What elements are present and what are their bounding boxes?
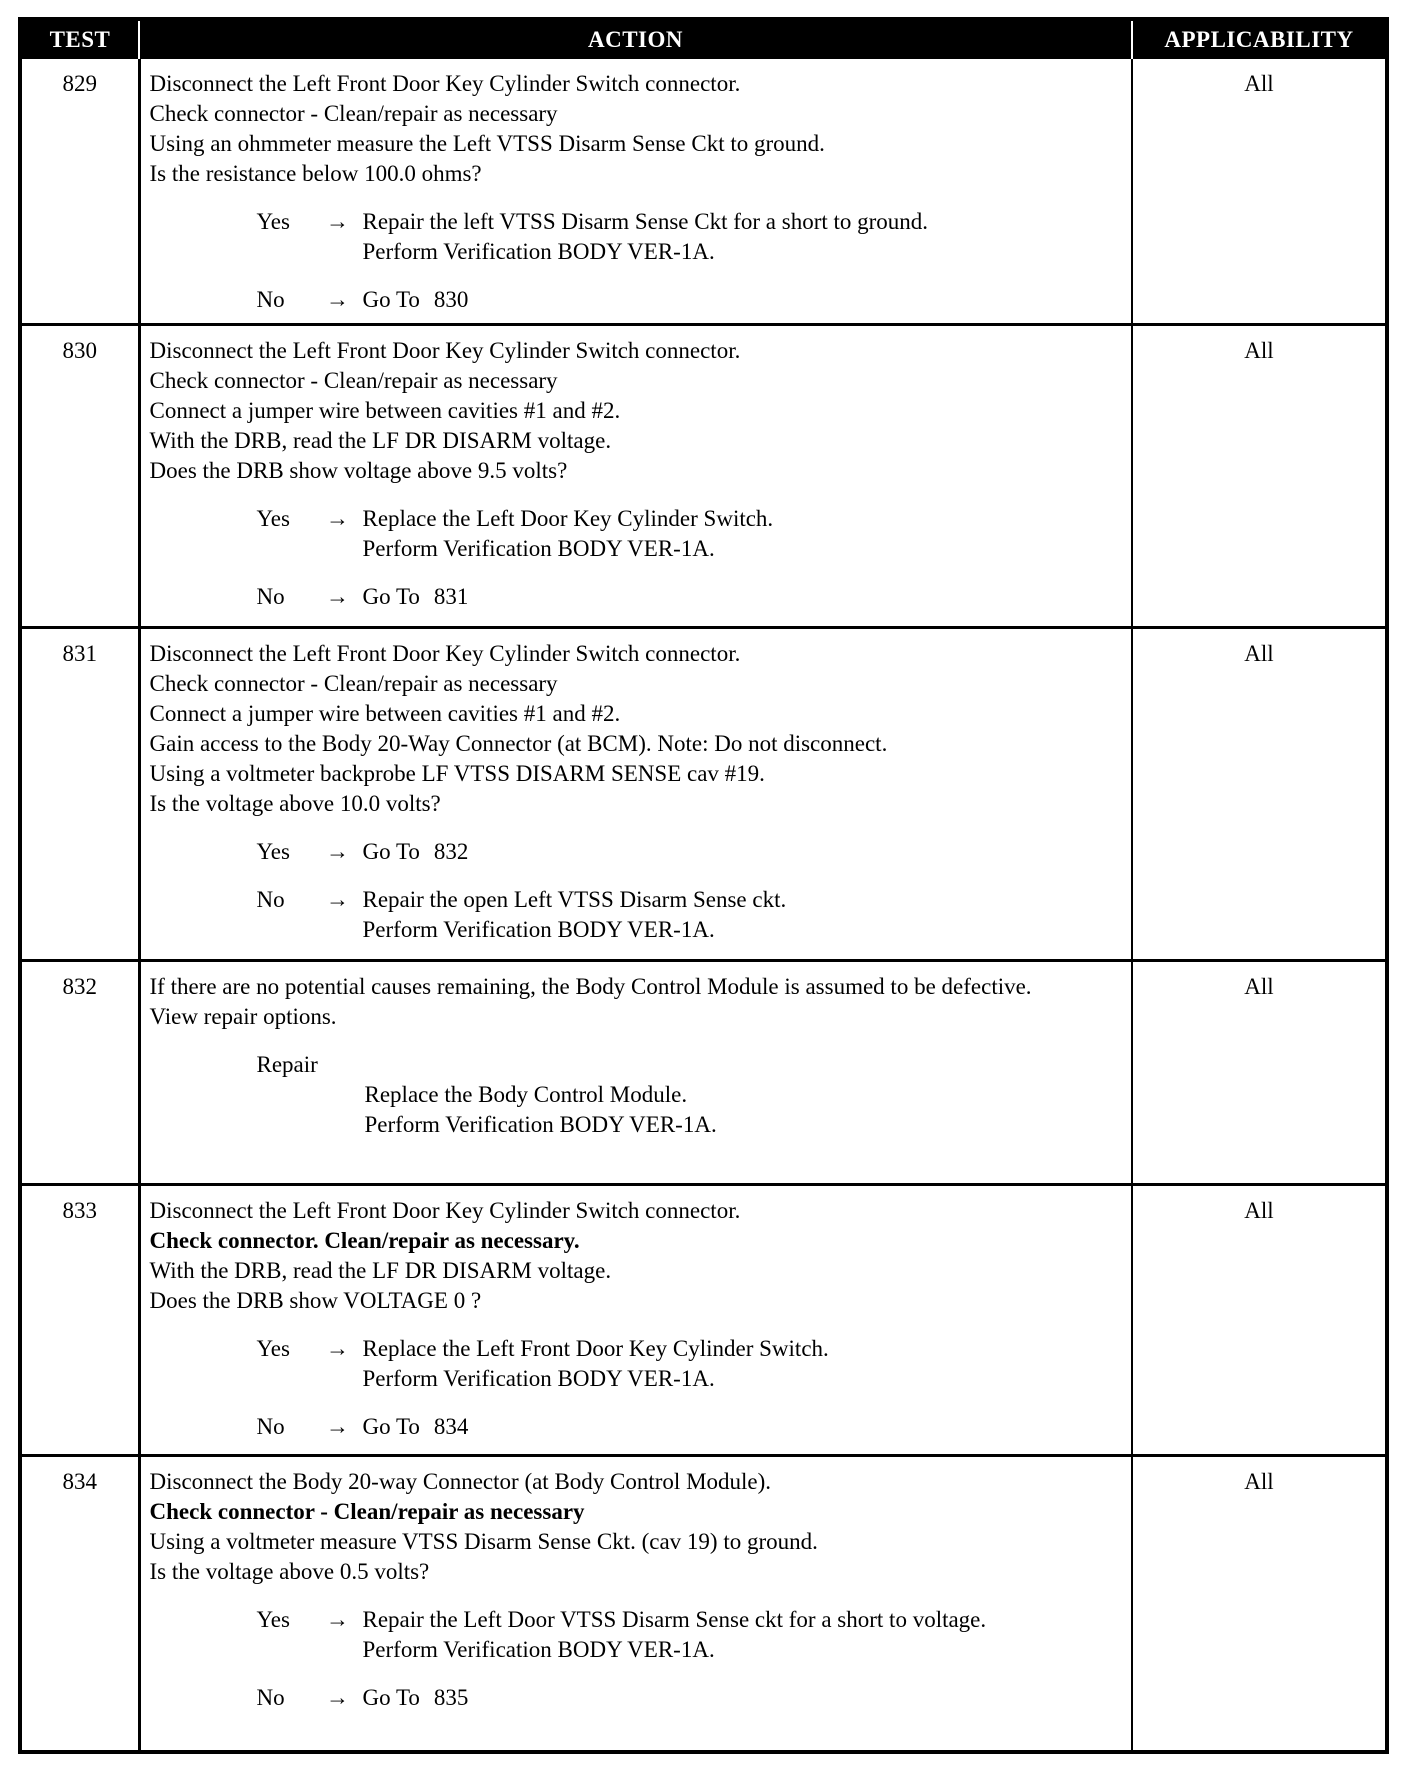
no-label: No: [256, 1414, 285, 1439]
no-branch: [257, 1412, 1124, 1442]
action-line: Check connector - Clean/repair as necessary: [149, 368, 558, 393]
result-line: Repair the open Left VTSS Disarm Sense ckt.: [362, 887, 787, 912]
action-line: Disconnect the Left Front Door Key Cylinder Switch connector.: [149, 338, 741, 363]
arrow-right-icon: →: [326, 1414, 349, 1439]
action-line-emphasis: Check connector - Clean/repair as necessary: [149, 1499, 585, 1524]
action-line: Does the DRB show voltage above 9.5 volts?: [149, 458, 568, 483]
action-cell: [139, 1185, 1132, 1456]
action-line: Disconnect the Left Front Door Key Cylinder Switch connector.: [149, 1198, 741, 1223]
arrow-right-icon: →: [326, 287, 349, 312]
goto-label: Go To: [362, 1685, 420, 1710]
result-line: Perform Verification BODY VER-1A.: [362, 917, 715, 942]
goto-label: Go To: [362, 287, 420, 312]
header-action: ACTION: [139, 21, 1132, 59]
result-line: Perform Verification BODY VER-1A.: [362, 239, 715, 264]
no-label: No: [256, 287, 285, 312]
action-line: Disconnect the Body 20-way Connector (at Body Control Module).: [149, 1469, 772, 1494]
table-row-829: [22, 59, 1385, 325]
action-line: Check connector - Clean/repair as necessary: [149, 101, 558, 126]
test-number: 831: [22, 628, 139, 961]
arrow-right-icon: →: [326, 1685, 349, 1710]
action-line: Gain access to the Body 20-Way Connector (at BCM). Note: Do not disconnect.: [149, 731, 888, 756]
yes-branch: [257, 504, 1124, 564]
action-line: With the DRB, read the LF DR DISARM voltage.: [149, 1258, 612, 1283]
result-line: Perform Verification BODY VER-1A.: [362, 1637, 715, 1662]
action-line: Disconnect the Left Front Door Key Cylinder Switch connector.: [149, 71, 741, 96]
result-line: Repair the Left Door VTSS Disarm Sense ckt for a short to voltage.: [362, 1607, 987, 1632]
action-line: View repair options.: [149, 1004, 337, 1029]
goto-test-link[interactable]: 832: [433, 839, 469, 864]
action-line: Disconnect the Left Front Door Key Cylinder Switch connector.: [149, 641, 741, 666]
action-cell: [139, 59, 1132, 325]
repair-line: Replace the Body Control Module.: [364, 1082, 688, 1107]
action-line: Using an ohmmeter measure the Left VTSS Disarm Sense Ckt to ground.: [149, 131, 825, 156]
action-line: Connect a jumper wire between cavities #1 and #2.: [149, 701, 621, 726]
arrow-right-icon: →: [326, 1607, 349, 1632]
action-line: Is the voltage above 0.5 volts?: [149, 1559, 430, 1584]
test-number: 830: [22, 325, 139, 628]
test-number: 833: [22, 1185, 139, 1456]
table-row-833: [22, 1185, 1385, 1456]
arrow-right-icon: →: [326, 209, 349, 234]
action-line: Is the resistance below 100.0 ohms?: [149, 161, 482, 186]
action-line: If there are no potential causes remaining, the Body Control Module is assumed to be defective.: [149, 974, 1032, 999]
goto-label: Go To: [362, 839, 420, 864]
repair-label: Repair: [256, 1052, 318, 1077]
result-line: Repair the left VTSS Disarm Sense Ckt for a short to ground.: [362, 209, 929, 234]
applicability-value: All: [1132, 1456, 1385, 1751]
action-line: Using a voltmeter backprobe LF VTSS DISARM SENSE cav #19.: [149, 761, 765, 786]
table-header-row: [22, 21, 1385, 59]
repair-options: [257, 1050, 1124, 1140]
no-label: No: [256, 584, 285, 609]
goto-label: Go To: [362, 1414, 420, 1439]
yes-label: Yes: [256, 1336, 290, 1361]
goto-label: Go To: [362, 584, 420, 609]
table-row-832: [22, 961, 1385, 1185]
action-line: Check connector - Clean/repair as necessary: [149, 671, 558, 696]
goto-test-link[interactable]: 831: [433, 584, 469, 609]
no-branch: [257, 285, 1124, 315]
arrow-right-icon: →: [326, 506, 349, 531]
action-line-emphasis: Check connector. Clean/repair as necessary.: [149, 1228, 580, 1253]
arrow-right-icon: →: [326, 839, 349, 864]
action-line: Is the voltage above 10.0 volts?: [149, 791, 441, 816]
no-label: No: [256, 1685, 285, 1710]
action-cell: [139, 1456, 1132, 1751]
result-line: Perform Verification BODY VER-1A.: [362, 536, 715, 561]
result-line: Replace the Left Front Door Key Cylinder Switch.: [362, 1336, 829, 1361]
arrow-right-icon: →: [326, 1336, 349, 1361]
applicability-value: All: [1132, 325, 1385, 628]
table-row-834: [22, 1456, 1385, 1751]
no-branch: [257, 885, 1124, 945]
action-line: Does the DRB show VOLTAGE 0 ?: [149, 1288, 482, 1313]
action-line: Using a voltmeter measure VTSS Disarm Sense Ckt. (cav 19) to ground.: [149, 1529, 818, 1554]
yes-label: Yes: [256, 839, 290, 864]
applicability-value: All: [1132, 59, 1385, 325]
header-test: TEST: [22, 21, 139, 59]
action-line: Connect a jumper wire between cavities #1 and #2.: [149, 398, 621, 423]
no-label: No: [256, 887, 285, 912]
goto-test-link[interactable]: 835: [433, 1685, 469, 1710]
action-line: With the DRB, read the LF DR DISARM voltage.: [149, 428, 612, 453]
result-line: Replace the Left Door Key Cylinder Switch.: [362, 506, 774, 531]
action-cell: [139, 628, 1132, 961]
header-applicability: APPLICABILITY: [1132, 21, 1385, 59]
action-cell: [139, 325, 1132, 628]
yes-branch: [257, 837, 1124, 867]
yes-label: Yes: [256, 1607, 290, 1632]
diagnostic-test-table: [22, 21, 1385, 1750]
result-line: Perform Verification BODY VER-1A.: [362, 1366, 715, 1391]
applicability-value: All: [1132, 1185, 1385, 1456]
repair-line: Perform Verification BODY VER-1A.: [364, 1112, 717, 1137]
goto-test-link[interactable]: 834: [433, 1414, 469, 1439]
goto-test-link[interactable]: 830: [433, 287, 469, 312]
test-number: 829: [22, 59, 139, 325]
yes-label: Yes: [256, 506, 290, 531]
test-number: 832: [22, 961, 139, 1185]
table-row-831: [22, 628, 1385, 961]
no-branch: [257, 582, 1124, 612]
yes-branch: [257, 1605, 1124, 1665]
yes-branch: [257, 1334, 1124, 1394]
table-row-830: [22, 325, 1385, 628]
yes-branch: [257, 207, 1124, 267]
applicability-value: All: [1132, 961, 1385, 1185]
arrow-right-icon: →: [326, 887, 349, 912]
action-cell: [139, 961, 1132, 1185]
yes-label: Yes: [256, 209, 290, 234]
arrow-right-icon: →: [326, 584, 349, 609]
no-branch: [257, 1683, 1124, 1713]
applicability-value: All: [1132, 628, 1385, 961]
test-number: 834: [22, 1456, 139, 1751]
diagnostic-test-table-frame: [18, 17, 1389, 1754]
